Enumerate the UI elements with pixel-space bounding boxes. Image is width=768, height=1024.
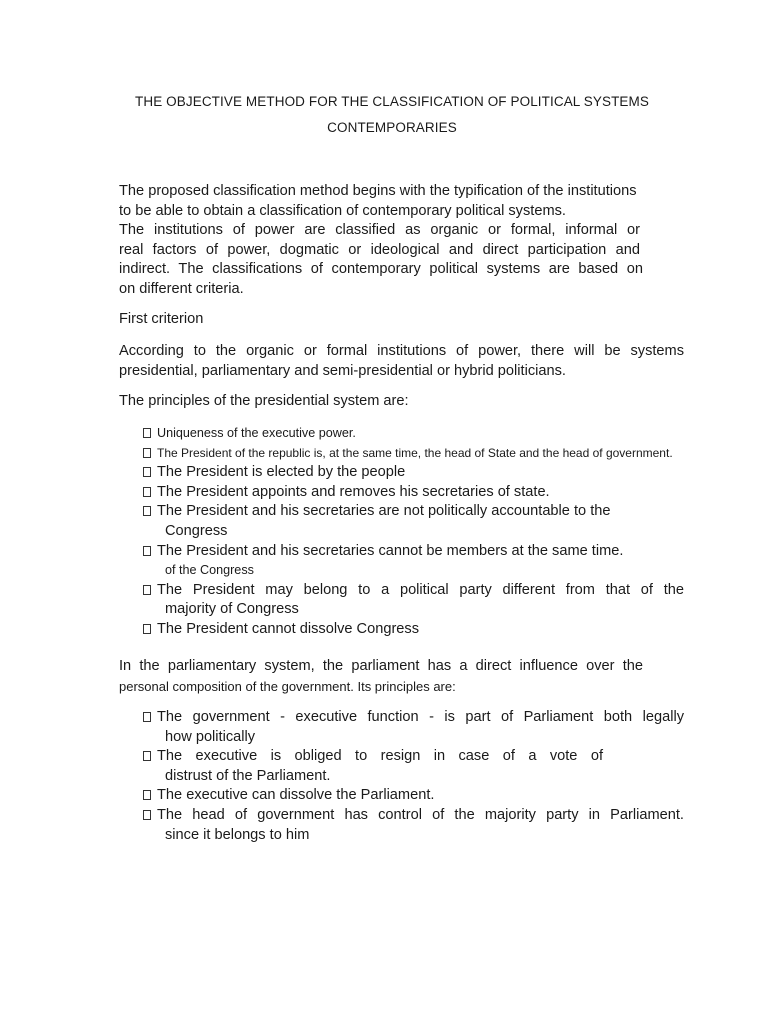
- organic-paragraph: [119, 342, 684, 381]
- document-title-line-1: THE OBJECTIVE METHOD FOR THE CLASSIFICATION OF POLITICAL SYSTEMS: [135, 94, 649, 109]
- list-item: [143, 581, 684, 620]
- bullet-box-icon: [143, 624, 151, 634]
- intro-line: real factors of power, dogmatic or ideological and direct participation and: [119, 241, 640, 258]
- first-criterion-heading: First criterion: [119, 311, 204, 327]
- intro-line: on different criteria.: [119, 280, 244, 297]
- intro-line: The institutions of power are classified as organic or formal, informal or: [119, 222, 640, 239]
- list-item-first-line: [143, 708, 684, 728]
- list-item-continuation: of the Congress: [165, 563, 254, 578]
- document-title-line-2: CONTEMPORARIES: [327, 120, 457, 135]
- list-item-first-line: [143, 747, 603, 767]
- list-item-first-line: [143, 806, 684, 826]
- parliamentary-paragraph: [119, 657, 684, 696]
- bullet-box-icon: [143, 467, 151, 477]
- intro-line: The proposed classification method begins with the typification of the institutions: [119, 183, 637, 199]
- list-item: [143, 444, 684, 464]
- list-item: [143, 786, 684, 806]
- list-item: [143, 483, 684, 503]
- intro-paragraph: [119, 182, 684, 300]
- list-item-text: Uniqueness of the executive power.: [157, 426, 356, 440]
- parliamentary-line: personal composition of the government. Its principles are:: [119, 678, 456, 694]
- intro-line: to be able to obtain a classification of contemporary political systems.: [119, 202, 566, 219]
- bullet-box-icon: [143, 810, 151, 820]
- list-item-text: The executive is obliged to resign in case of a vote of: [157, 748, 603, 765]
- list-item: [143, 424, 684, 444]
- intro-line: indirect. The classifications of contemporary political systems are based on: [119, 261, 643, 278]
- list-item-text: The government - executive function - is part of Parliament both legally: [157, 709, 684, 725]
- list-item: [143, 463, 684, 483]
- bullet-box-icon: [143, 585, 151, 595]
- list-item: [143, 806, 684, 845]
- list-item-continuation: majority of Congress: [165, 601, 299, 618]
- list-item-text: The President of the republic is, at the same time, the head of State and the head of government.: [157, 445, 673, 460]
- bullet-box-icon: [143, 546, 151, 556]
- list-item: [143, 708, 684, 747]
- list-item: [143, 747, 684, 786]
- bullet-box-icon: [143, 506, 151, 516]
- parliamentary-principles-list: [143, 708, 684, 845]
- bullet-box-icon: [143, 448, 151, 458]
- list-item-text: The President and his secretaries are not politically accountable to the: [157, 503, 611, 520]
- bullet-box-icon: [143, 751, 151, 761]
- list-item-first-line: [143, 581, 684, 601]
- presidential-intro: The principles of the presidential system are:: [119, 393, 409, 409]
- list-item-text: The President appoints and removes his secretaries of state.: [157, 483, 550, 500]
- list-item-text: The executive can dissolve the Parliament.: [157, 787, 435, 804]
- list-item-text: The head of government has control of the majority party in Parliament.: [157, 806, 684, 823]
- parliamentary-line: In the parliamentary system, the parliament has a direct influence over the: [119, 658, 643, 674]
- list-item-text: The President may belong to a political party different from that of the: [157, 581, 684, 598]
- list-item-text: The President is elected by the people: [157, 464, 406, 481]
- list-item-continuation: since it belongs to him: [165, 826, 310, 843]
- list-item-text: The President cannot dissolve Congress: [157, 620, 420, 637]
- bullet-box-icon: [143, 712, 151, 722]
- bullet-box-icon: [143, 428, 151, 438]
- list-item: [143, 502, 684, 541]
- list-item: [143, 620, 684, 640]
- bullet-box-icon: [143, 487, 151, 497]
- list-item-text: The President and his secretaries cannot be members at the same time.: [157, 542, 624, 559]
- list-item-continuation: Congress: [165, 522, 228, 539]
- organic-line: According to the organic or formal institutions of power, there will be systems: [119, 343, 684, 359]
- presidential-principles-list: [143, 424, 684, 640]
- list-item: [143, 542, 684, 581]
- list-item-continuation: how politically: [165, 728, 256, 745]
- list-item-continuation: distrust of the Parliament.: [165, 767, 331, 784]
- bullet-box-icon: [143, 790, 151, 800]
- organic-line: presidential, parliamentary and semi-presidential or hybrid politicians.: [119, 362, 566, 379]
